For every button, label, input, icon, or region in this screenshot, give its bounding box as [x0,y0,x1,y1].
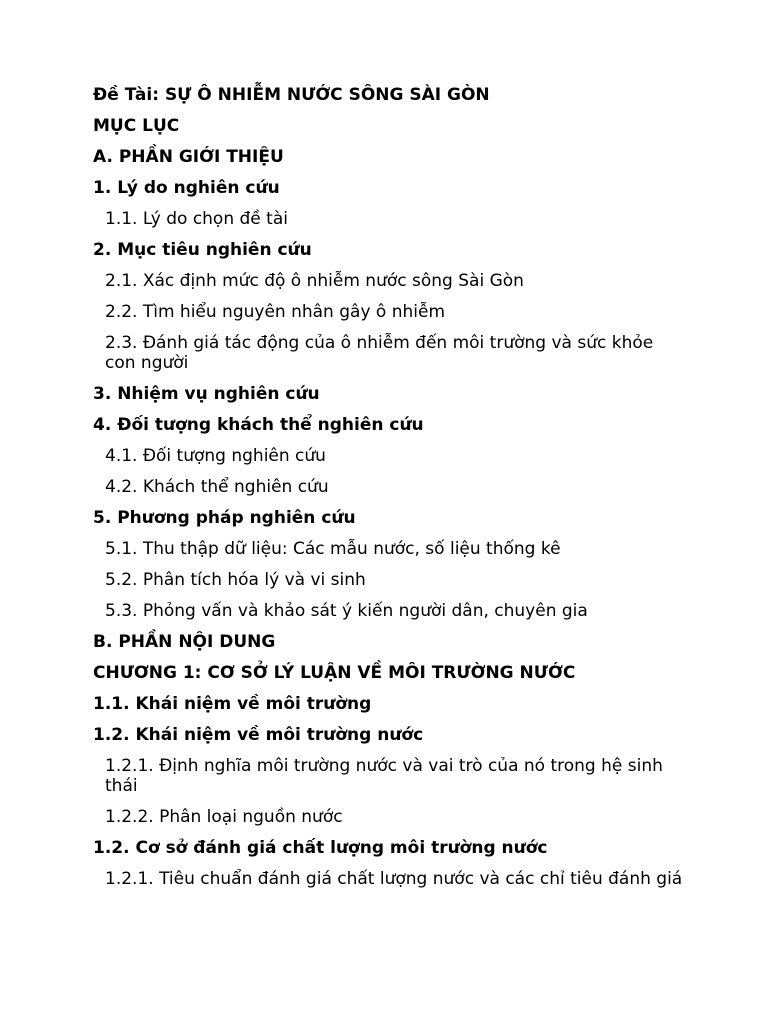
toc-subitem: 1.2.2. Phân loại nguồn nước [105,807,343,827]
toc-heading: MỤC LỤC [93,116,180,136]
toc-subitem: 5.1. Thu thập dữ liệu: Các mẫu nước, số liệu thống kê [105,539,561,559]
toc-subitem: 5.2. Phân tích hóa lý và vi sinh [105,570,366,590]
toc-subitem: 1.1. Lý do chọn đề tài [105,209,288,229]
toc-heading: 2. Mục tiêu nghiên cứu [93,240,312,260]
toc-subitem: 2.3. Đánh giá tác động của ô nhiễm đến môi trường và sức khỏe con người [105,333,654,373]
toc-subitem: 5.3. Phỏng vấn và khảo sát ý kiến người dân, chuyên gia [105,601,588,621]
toc-heading: CHƯƠNG 1: CƠ SỞ LÝ LUẬN VỀ MÔI TRƯỜNG NƯỚC [93,663,576,683]
toc-subitem: 1.2.1. Định nghĩa môi trường nước và vai trò của nó trong hệ sinh thái [105,756,663,796]
toc-heading: B. PHẦN NỘI DUNG [93,632,276,652]
toc-subitem: 4.2. Khách thể nghiên cứu [105,477,329,497]
toc-subitem: 4.1. Đối tượng nghiên cứu [105,446,326,466]
toc-heading: 1.2. Khái niệm về môi trường nước [93,725,424,745]
table-of-contents [93,116,688,889]
toc-heading: 1.1. Khái niệm về môi trường [93,694,372,714]
toc-subitem: 2.1. Xác định mức độ ô nhiễm nước sông Sài Gòn [105,271,524,291]
toc-heading: 5. Phương pháp nghiên cứu [93,508,356,528]
document-title: Đề Tài: SỰ Ô NHIỄM NƯỚC SÔNG SÀI GÒN [93,85,490,105]
toc-heading: 4. Đối tượng khách thể nghiên cứu [93,415,424,435]
toc-heading: A. PHẦN GIỚI THIỆU [93,147,284,167]
toc-subitem: 1.2.1. Tiêu chuẩn đánh giá chất lượng nước và các chỉ tiêu đánh giá [105,869,683,889]
toc-heading: 1. Lý do nghiên cứu [93,178,280,198]
toc-subitem: 2.2. Tìm hiểu nguyên nhân gây ô nhiễm [105,302,445,322]
toc-heading: 3. Nhiệm vụ nghiên cứu [93,384,320,404]
toc-heading: 1.2. Cơ sở đánh giá chất lượng môi trường nước [93,838,548,858]
